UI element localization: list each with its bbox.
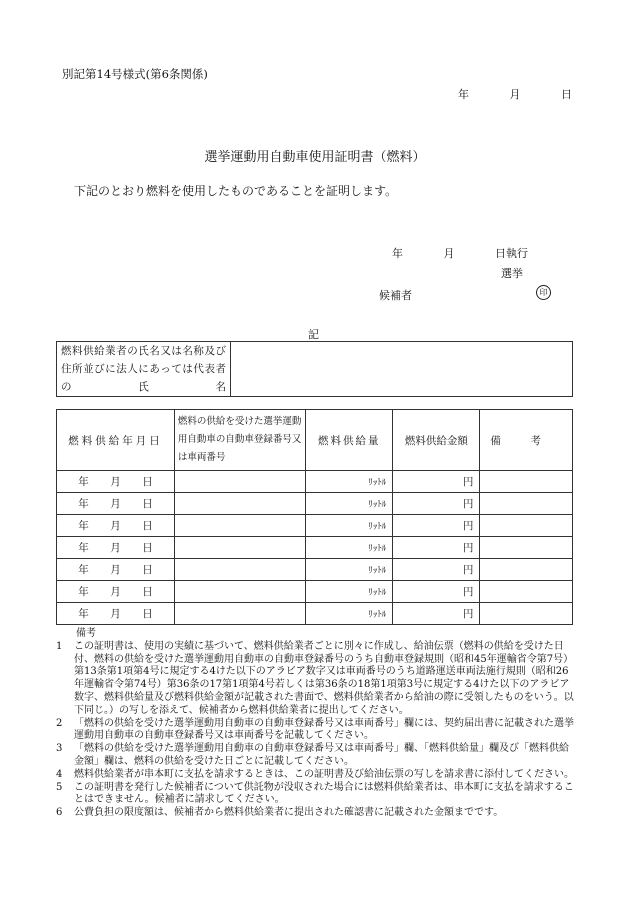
election-date [392,245,528,261]
row-date[interactable] [57,537,175,559]
row-month: 月 [110,564,121,576]
row-day: 日 [142,564,153,576]
row-year: 年 [78,564,89,576]
note-text: 燃料供給業者が串本町に支払を請求するときは、この証明書及び給油伝票の写しを請求書に添付してください。 [74,768,574,780]
table-row [57,515,573,537]
note-text: 「燃料の供給を受けた選挙運動用自動車の自動車登録番号又は車両番号」欄には、契約届出書に記載された選挙運動用自動車の自動車登録番号又は車両番号を記載してください。 [74,717,574,742]
row-amount[interactable]: 円 [393,581,480,603]
note-text: この証明書は、使用の実績に基づいて、燃料供給業者ごとに別々に作成し、給油伝票（燃料の供給を受けた日付、燃料の供給を受けた選挙運動用自動車の自動車登録番号のうち自動車登録規則（昭和45年運輸省令第7号）第13条第1項第4号に規定する4けた以下のアラビア数字又は車両番号のうち道路運送車両法施行規則（昭和26年運輸省令第74号）第36条の17第1項第4号若しくは第36条の18第1項第3号に規定する4けた以下のアラビア数字、燃料供給量及び燃料供給金額が記載された書面で、燃料供給業者から給油の際に受領したものをいう。以下同じ。）の写しを添えて、候補者から燃料供給業者に提出してください。 [74,640,574,716]
row-vehicle[interactable] [174,581,305,603]
issue-date [458,86,572,102]
row-amount[interactable]: 円 [393,515,480,537]
header-remarks-1: 備 [490,434,501,447]
election-day-exec: 日執行 [495,247,528,260]
note-number: 1 [56,640,63,652]
note-number: 4 [56,768,63,780]
row-quantity[interactable]: ﾘｯﾄﾙ [306,537,393,559]
row-day: 日 [142,520,153,532]
header-date: 燃料供給年月日 [57,410,175,471]
table-row [57,471,573,493]
row-day: 日 [142,542,153,554]
note-item [56,743,576,769]
note-item [56,807,576,820]
row-remarks[interactable] [480,471,573,493]
row-month: 月 [110,476,121,488]
note-item [56,782,576,808]
document-title: 選挙運動用自動車使用証明書（燃料） [204,150,426,165]
row-amount[interactable]: 円 [393,559,480,581]
note-number: 3 [56,743,63,755]
row-vehicle[interactable] [174,493,305,515]
row-amount[interactable]: 円 [393,603,480,625]
row-amount[interactable]: 円 [393,537,480,559]
note-number: 6 [56,807,63,819]
row-vehicle[interactable] [174,559,305,581]
supplier-value[interactable] [231,342,573,397]
table-row [57,603,573,625]
notes-heading: 備考 [76,628,96,639]
header-amount: 燃料供給金額 [393,410,480,471]
fuel-table [56,409,573,625]
row-vehicle[interactable] [174,515,305,537]
row-quantity[interactable]: ﾘｯﾄﾙ [306,581,393,603]
row-date[interactable] [57,471,175,493]
row-remarks[interactable] [480,603,573,625]
row-vehicle[interactable] [174,471,305,493]
note-item [56,718,576,744]
row-year: 年 [78,520,89,532]
row-quantity[interactable]: ﾘｯﾄﾙ [306,515,393,537]
candidate-label: 候補者 [379,289,412,302]
note-number: 2 [56,717,63,729]
row-date[interactable] [57,603,175,625]
row-remarks[interactable] [480,559,573,581]
header-quantity: 燃料供給量 [306,410,393,471]
row-year: 年 [78,542,89,554]
election-year: 年 [392,247,403,260]
row-month: 月 [110,542,121,554]
row-date[interactable] [57,493,175,515]
row-day: 日 [142,476,153,488]
table-row [57,493,573,515]
note-item [56,769,576,782]
note-text: 「燃料の供給を受けた選挙運動用自動車の自動車登録番号又は車両番号」欄、「燃料供給量」欄及び「燃料供給金額」欄は、燃料の供給を受けた日ごとに記載してください。 [74,743,569,767]
issue-date-month: 月 [509,88,521,101]
election-month: 月 [443,247,455,260]
row-amount[interactable]: 円 [393,493,480,515]
row-day: 日 [142,608,153,620]
issue-date-day: 日 [561,88,572,101]
supplier-table [56,341,573,397]
row-quantity[interactable]: ﾘｯﾄﾙ [306,493,393,515]
row-month: 月 [110,498,121,510]
election-label: 選挙 [501,267,523,280]
table-row [57,559,573,581]
row-month: 月 [110,586,121,598]
table-row [57,581,573,603]
row-date[interactable] [57,559,175,581]
row-vehicle[interactable] [174,537,305,559]
row-remarks[interactable] [480,493,573,515]
row-remarks[interactable] [480,581,573,603]
row-quantity[interactable]: ﾘｯﾄﾙ [306,559,393,581]
note-number: 5 [56,781,63,793]
row-quantity[interactable]: ﾘｯﾄﾙ [306,471,393,493]
note-item [56,641,576,718]
row-day: 日 [142,498,153,510]
row-remarks[interactable] [480,537,573,559]
row-year: 年 [78,586,89,598]
row-year: 年 [78,498,89,510]
fuel-table-header [57,410,573,471]
supplier-label: 燃料供給業者の氏名又は名称及び住所並びに法人にあっては代表者の氏名 [57,342,231,397]
form-number: 別記第14号様式(第6条関係) [62,67,208,81]
ki-heading: 記 [308,328,319,341]
row-year: 年 [78,476,89,488]
row-remarks[interactable] [480,515,573,537]
row-vehicle[interactable] [174,603,305,625]
row-month: 月 [110,608,121,620]
table-row [57,537,573,559]
notes-section [56,628,576,820]
seal-mark: 印 [536,285,551,300]
row-date[interactable] [57,581,175,603]
row-amount[interactable]: 円 [393,471,480,493]
row-year: 年 [78,608,89,620]
header-vehicle: 燃料の供給を受けた選挙運動用自動車の自動車登録番号又は車両番号 [174,410,305,471]
row-month: 月 [110,520,121,532]
row-date[interactable] [57,515,175,537]
issue-date-year: 年 [458,88,469,101]
header-remarks [480,410,573,471]
header-remarks-2: 考 [530,434,541,447]
row-day: 日 [142,586,153,598]
row-quantity[interactable]: ﾘｯﾄﾙ [306,603,393,625]
note-text: この証明書を発行した候補者について供託物が没収された場合には燃料供給業者は、串本町に支払を請求することはできません。候補者に請求してください。 [74,781,574,806]
intro-text: 下記のとおり燃料を使用したものであることを証明します。 [74,184,398,198]
note-text: 公費負担の限度額は、候補者から燃料供給業者に提出された確認書に記載された金額までです。 [74,807,504,819]
